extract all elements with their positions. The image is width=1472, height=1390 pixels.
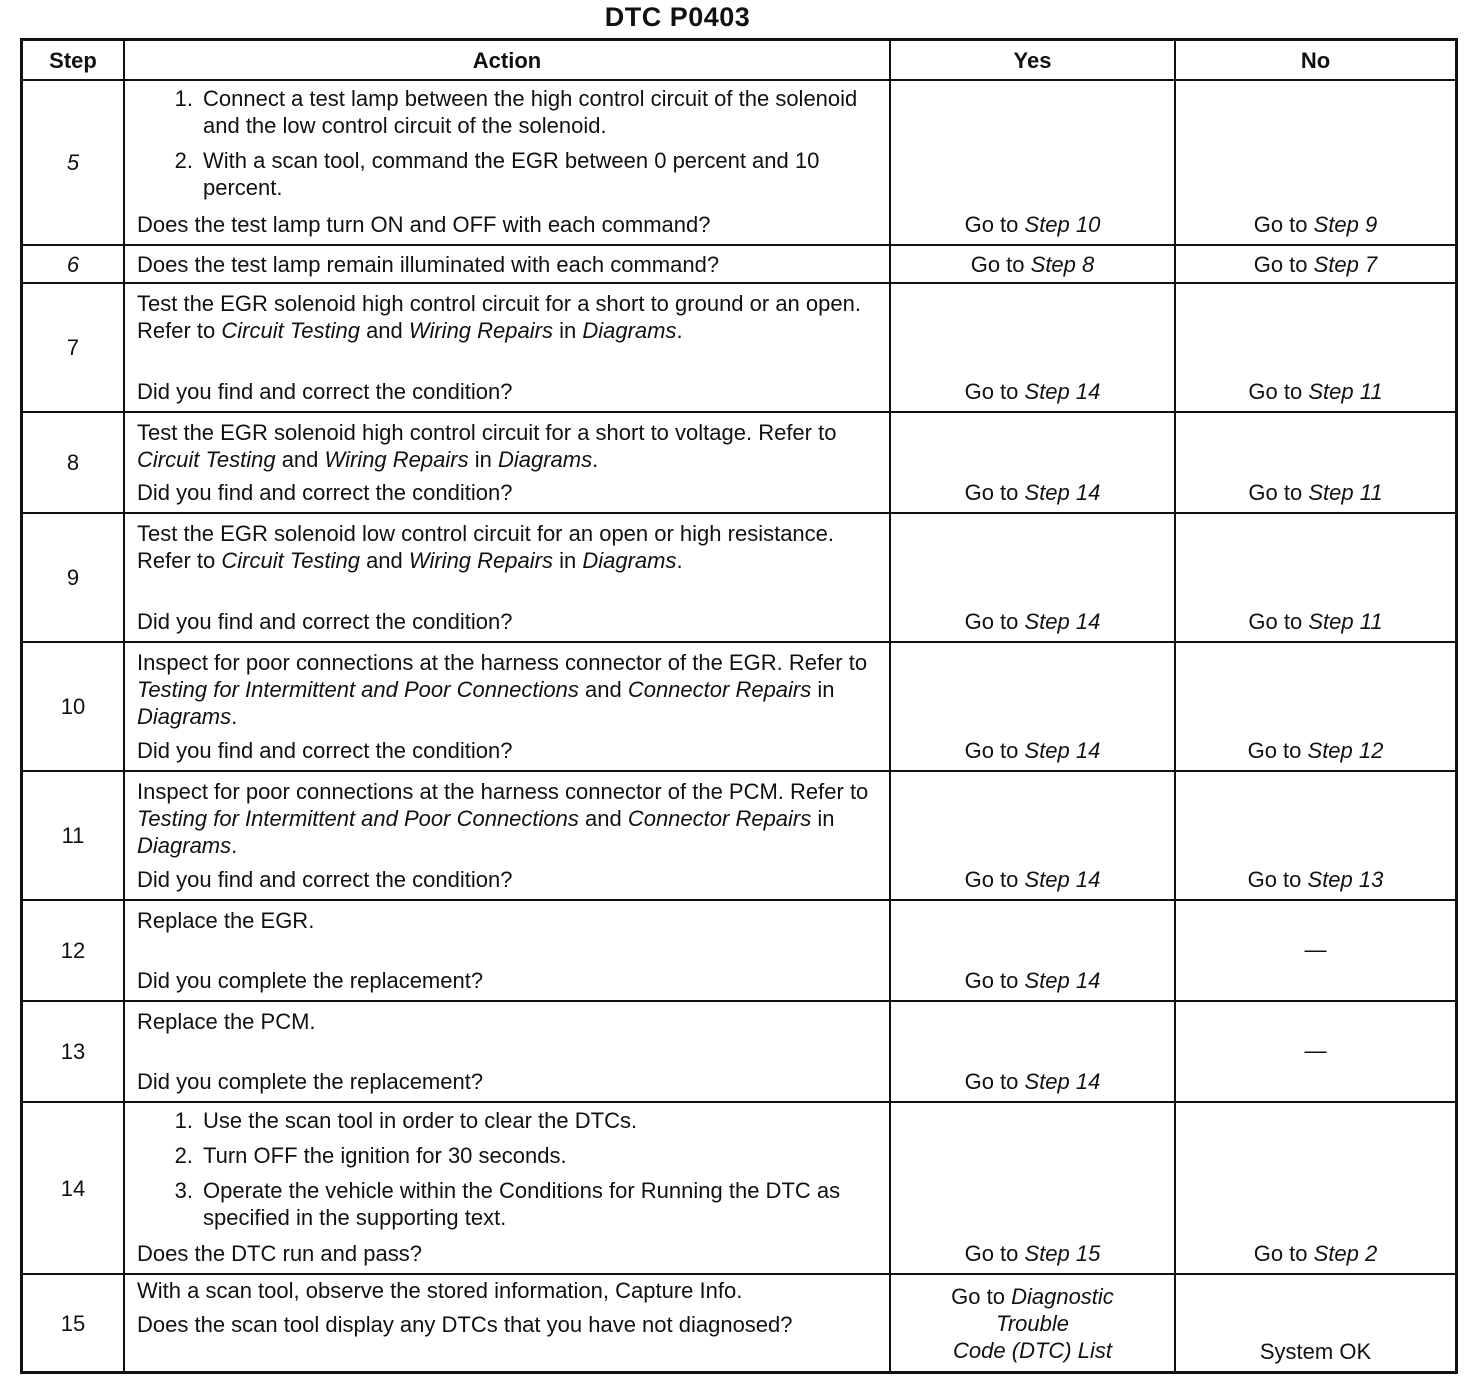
action-text: Test the EGR solenoid low control circuit for an open or high resistance. Refer to Circuit Testing and Wiring Repairs in Diagrams. [137, 521, 835, 573]
yes-link[interactable]: Go to Step 14 [964, 968, 1101, 993]
action-text: Test the EGR solenoid high control circuit for a short to voltage. Refer to Circuit Testing and Wiring Repairs in Diagrams. [137, 420, 837, 472]
table-row [23, 514, 1455, 643]
no-value: System OK [1259, 1339, 1372, 1364]
yes-link[interactable]: Go to Diagnostic Trouble Code (DTC) List [951, 1284, 1114, 1363]
no-link[interactable]: Go to Step 13 [1247, 867, 1384, 892]
header-action: Action [125, 41, 891, 79]
step-number: 7 [66, 335, 80, 360]
yes-link[interactable]: Go to Step 10 [964, 212, 1101, 237]
question-text: Did you complete the replacement? [137, 968, 484, 993]
list-item: 2. With a scan tool, command the EGR between 0 percent and 10 percent. [174, 148, 820, 200]
no-link[interactable]: Go to Step 11 [1248, 379, 1383, 404]
action-cell [125, 1275, 891, 1371]
action-text: Inspect for poor connections at the harness connector of the EGR. Refer to Testing for Intermittent and Poor Connections and Connector Repairs in Diagrams. [137, 650, 868, 729]
action-text: Inspect for poor connections at the harness connector of the PCM. Refer to Testing for Intermittent and Poor Connections and Connector Repairs in Diagrams. [137, 779, 869, 858]
no-link[interactable]: Go to Step 9 [1253, 212, 1378, 237]
action-cell [125, 901, 891, 1000]
action-cell [125, 1002, 891, 1101]
action-text: Replace the EGR. [137, 908, 315, 933]
question-text: Did you find and correct the condition? [137, 480, 513, 505]
table-row [23, 284, 1455, 413]
list-item: 2. Turn OFF the ignition for 30 seconds. [174, 1143, 567, 1168]
yes-link[interactable]: Go to Step 14 [964, 1069, 1101, 1094]
table-row [23, 246, 1455, 284]
action-text: Test the EGR solenoid high control circuit for a short to ground or an open. Refer to Circuit Testing and Wiring Repairs in Diagrams. [137, 291, 861, 343]
step-number: 6 [66, 251, 80, 277]
step-number: 13 [60, 1039, 86, 1064]
list-item: 1. Use the scan tool in order to clear the DTCs. [174, 1108, 638, 1133]
question-text: Does the scan tool display any DTCs that you have not diagnosed? [137, 1312, 793, 1337]
no-link[interactable]: Go to Step 2 [1253, 1241, 1378, 1266]
question-text: Does the test lamp remain illuminated with each command? [137, 252, 720, 277]
action-cell [125, 81, 891, 244]
step-number: 11 [61, 823, 85, 848]
action-text: With a scan tool, observe the stored information, Capture Info. [137, 1278, 743, 1303]
no-link[interactable]: Go to Step 11 [1248, 609, 1383, 634]
question-text: Did you find and correct the condition? [137, 379, 513, 404]
no-value: — [1304, 1037, 1327, 1063]
table-row [23, 901, 1455, 1002]
question-text: Did you find and correct the condition? [137, 738, 513, 763]
yes-link[interactable]: Go to Step 14 [964, 379, 1101, 404]
yes-link[interactable]: Go to Step 14 [964, 738, 1101, 763]
yes-link[interactable]: Go to Step 14 [964, 609, 1101, 634]
header-no: No [1300, 47, 1331, 73]
table-row [23, 1002, 1455, 1103]
yes-link[interactable]: Go to Step 14 [964, 480, 1101, 505]
table-row [23, 413, 1455, 514]
yes-link[interactable]: Go to Step 8 [970, 252, 1095, 277]
action-cell [125, 1103, 891, 1273]
no-link[interactable]: Go to Step 11 [1248, 480, 1383, 505]
step-number: 10 [60, 694, 86, 719]
action-cell [125, 413, 891, 512]
step-number: 15 [60, 1310, 86, 1336]
action-text: Replace the PCM. [137, 1009, 316, 1034]
yes-link[interactable]: Go to Step 15 [964, 1241, 1101, 1266]
step-number: 8 [66, 450, 80, 475]
list-item: 1. Connect a test lamp between the high control circuit of the solenoid and the low control circuit of the solenoid. [174, 86, 858, 138]
question-text: Did you find and correct the condition? [137, 609, 513, 634]
yes-link[interactable]: Go to Step 14 [964, 867, 1101, 892]
no-value: — [1304, 936, 1327, 962]
page-title: DTC P0403 [604, 2, 751, 32]
question-text: Does the test lamp turn ON and OFF with each command? [137, 212, 711, 237]
action-cell [125, 643, 891, 770]
action-cell [125, 514, 891, 641]
header-step: Step [23, 41, 125, 79]
table-header [23, 41, 1455, 81]
step-number: 14 [60, 1175, 86, 1201]
table-row [23, 1103, 1455, 1275]
table-row [23, 643, 1455, 772]
action-cell [125, 284, 891, 411]
table-row [23, 1275, 1455, 1371]
question-text: Did you complete the replacement? [137, 1069, 484, 1094]
table-row [23, 81, 1455, 246]
step-number: 9 [66, 565, 80, 590]
list-item: 3. Operate the vehicle within the Conditions for Running the DTC as specified in the supporting text. [174, 1178, 841, 1230]
step-number: 5 [66, 150, 80, 175]
step-number: 12 [60, 938, 86, 963]
header-yes: Yes [891, 41, 1176, 79]
action-cell [125, 772, 891, 899]
no-link[interactable]: Go to Step 7 [1253, 252, 1378, 277]
diagnostic-table [20, 38, 1458, 1374]
table-row [23, 772, 1455, 901]
action-cell [125, 246, 891, 282]
question-text: Does the DTC run and pass? [137, 1241, 422, 1266]
question-text: Did you find and correct the condition? [137, 867, 513, 892]
no-link[interactable]: Go to Step 12 [1247, 738, 1384, 763]
